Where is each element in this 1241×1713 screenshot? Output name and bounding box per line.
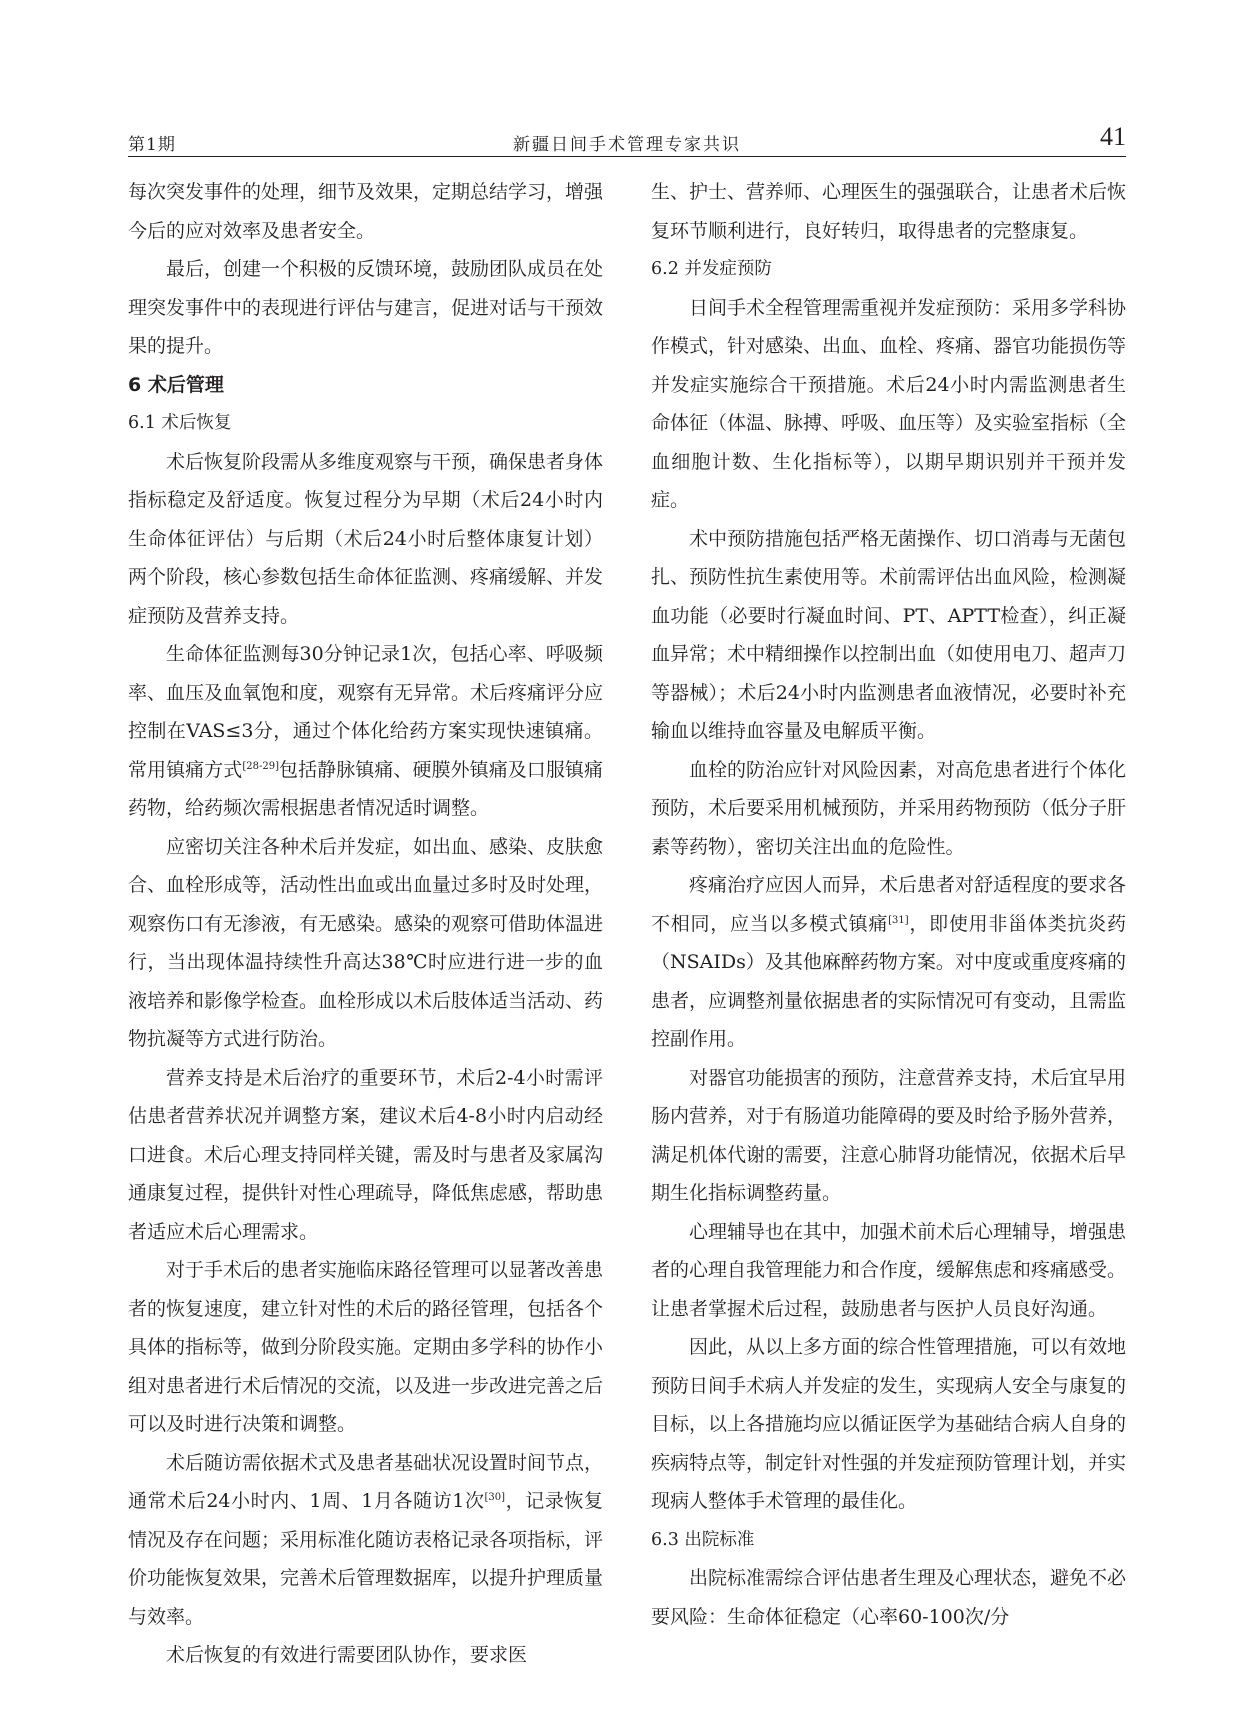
right-column: [651, 173, 1126, 1636]
journal-title: 新疆日间手术管理专家共识: [513, 135, 741, 155]
page-number: 41: [1100, 122, 1126, 151]
paragraph-text: 术后随访需依据术式及患者基础状况设置时间节点，通常术后24小时内、1周、1月各随访1次: [128, 1451, 604, 1512]
subsection-heading: 6.2 并发症预防: [651, 259, 772, 279]
paragraph: 对于手术后的患者实施临床路径管理可以显著改善患者的恢复速度，建立针对性的术后的路径管理，包括各个具体的指标等，做到分阶段实施。定期由多学科的协作小组对患者进行术后情况的交流，以及进一步改进完善之后可以及时进行决策和调整。: [128, 1259, 604, 1435]
paragraph: 每次突发事件的处理，细节及效果，定期总结学习，增强今后的应对效率及患者安全。: [128, 181, 604, 242]
paragraph: [651, 866, 1126, 1059]
running-head: [128, 120, 1126, 160]
citation-ref: [31]: [888, 914, 909, 926]
paragraph: [128, 1444, 603, 1637]
paragraph: 营养支持是术后治疗的重要环节，术后2-4小时需评估患者营养状况并调整方案，建议术后4-8小时内启动经口进食。术后心理支持同样关键，需及时与患者及家属沟通康复过程，提供针对性心理疏导，降低焦虑感，帮助患者适应术后心理需求。: [128, 1066, 604, 1243]
paragraph: 术中预防措施包括严格无菌操作、切口消毒与无菌包扎、预防性抗生素使用等。术前需评估出血风险，检测凝血功能（必要时行凝血时间、PT、APTT检查），纠正凝血异常；术中精细操作以控制出血（如使用电刀、超声刀等器械）；术后24小时内监测患者血液情况，必要时补充输血以维持血容量及电解质平衡。: [651, 527, 1127, 742]
paragraph: 对器官功能损害的预防，注意营养支持，术后宜早用肠内营养，对于有肠道功能障碍的要及时给予肠外营养，满足机体代谢的需要，注意心肺肾功能情况，依据术后早期生化指标调整药量。: [651, 1066, 1127, 1204]
citation-ref: [28-29]: [242, 760, 279, 772]
paragraph: 因此，从以上多方面的综合性管理措施，可以有效地预防日间手术病人并发症的发生，实现病人安全与康复的目标，以上各措施均应以循证医学为基础结合病人自身的疾病特点等，制定针对性强的并发症预防管理计划，并实现病人整体手术管理的最佳化。: [651, 1336, 1127, 1512]
issue-label: 第1期: [128, 135, 176, 155]
paragraph: 术后恢复的有效进行需要团队协作，要求医: [166, 1644, 528, 1666]
subsection-heading: 6.3 出院标准: [651, 1529, 755, 1550]
paragraph: [128, 635, 603, 828]
paragraph-text: 包括静脉镇痛、硬膜外镇痛及口服镇痛药物，给药频次需根据患者情况适时调整。: [128, 758, 603, 819]
paragraph: 心理辅导也在其中，加强术前术后心理辅导，增强患者的心理自我管理能力和合作度，缓解焦虑和疼痛感受。让患者掌握术后过程，鼓励患者与医护人员良好沟通。: [651, 1220, 1127, 1320]
paragraph: 术后恢复阶段需从多维度观察与干预，确保患者身体指标稳定及舒适度。恢复过程分为早期（术后24小时内生命体征评估）与后期（术后24小时后整体康复计划）两个阶段，核心参数包括生命体征监测、疼痛缓解、并发症预防及营养支持。: [128, 450, 604, 627]
paragraph: 生、护士、营养师、心理医生的强强联合，让患者术后恢复环节顺利进行，良好转归，取得患者的完整康复。: [651, 181, 1127, 242]
left-column: [128, 173, 603, 1675]
paragraph-text: 疼痛治疗应因人而异，术后患者对舒适程度的要求各不相同，应当以多模式镇痛: [651, 874, 1127, 935]
paragraph-text: 生命体征监测每30分钟记录1次，包括心率、呼吸频率、血压及血氧饱和度，观察有无异常。术后疼痛评分应控制在VAS≤3分，通过个体化给药方案实现快速镇痛。常用镇痛方式: [128, 643, 604, 781]
paragraph: 日间手术全程管理需重视并发症预防：采用多学科协作模式，针对感染、出血、血栓、疼痛、器官功能损伤等并发症实施综合干预措施。术后24小时内需监测患者生命体征（体温、脉搏、呼吸、血压等）及实验室指标（全血细胞计数、生化指标等），以期早期识别并干预并发症。: [651, 296, 1127, 511]
paragraph: 出院标准需综合评估患者生理及心理状态，避免不必要风险：生命体征稳定（心率60-100次/分: [651, 1567, 1127, 1628]
paragraph-text: ，即使用非甾体类抗炎药（NSAIDs）及其他麻醉药物方案。对中度或重度疼痛的患者，应调整剂量依据患者的实际情况可有变动，且需监控副作用。: [651, 912, 1127, 1050]
citation-ref: [30]: [484, 1492, 506, 1503]
paragraph-text: ，记录恢复情况及存在问题；采用标准化随访表格记录各项指标，评价功能恢复效果，完善术后管理数据库，以提升护理质量与效率。: [128, 1490, 604, 1628]
subsection-heading: 6.1 术后恢复: [128, 413, 232, 433]
paragraph: 应密切关注各种术后并发症，如出血、感染、皮肤愈合、血栓形成等，活动性出血或出血量过多时及时处理，观察伤口有无渗液，有无感染。感染的观察可借助体温进行，当出现体温持续性升高达38℃时应进行进一步的血液培养和影像学检查。血栓形成以术后肢体适当活动、药物抗凝等方式进行防治。: [128, 835, 604, 1050]
header-rule: [128, 156, 1126, 157]
section-heading: 6 术后管理: [128, 373, 224, 396]
paragraph: 最后，创建一个积极的反馈环境，鼓励团队成员在处理突发事件中的表现进行评估与建言，促进对话与干预效果的提升。: [128, 258, 604, 357]
paragraph: 血栓的防治应针对风险因素，对高危患者进行个体化预防，术后要采用机械预防，并采用药物预防（低分子肝素等药物），密切关注出血的危险性。: [651, 758, 1127, 858]
